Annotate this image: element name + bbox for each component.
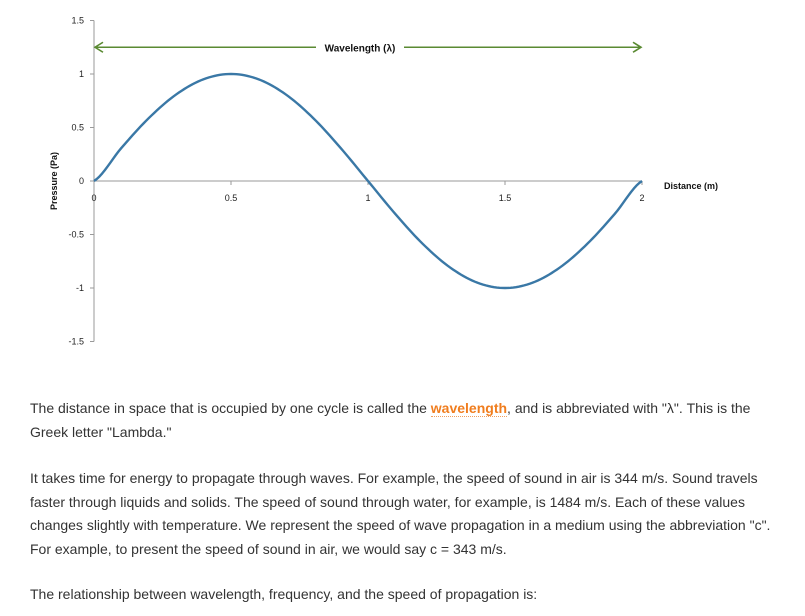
chart-axes bbox=[68, 16, 644, 347]
paragraph-propagation bbox=[30, 467, 780, 561]
x-tick-label: 1.5 bbox=[498, 193, 512, 203]
y-tick-label: 0.5 bbox=[71, 122, 84, 133]
x-tick-label: 0.5 bbox=[224, 193, 238, 203]
y-tick-label: -0.5 bbox=[68, 229, 84, 240]
paragraph-text: The relationship between wavelength, frequency, and the speed of propagation is: bbox=[30, 586, 538, 602]
y-tick-label: -1 bbox=[75, 283, 84, 293]
annotation-label: Wavelength (λ) bbox=[324, 43, 396, 55]
paragraph-text: The distance in space that is occupied by one cycle is called the bbox=[30, 400, 431, 416]
paragraph-text: , and is abbreviated with "λ". This is the Greek letter "Lambda." bbox=[30, 400, 751, 440]
paragraph-relationship bbox=[30, 583, 780, 607]
y-tick-label: 1 bbox=[78, 69, 84, 79]
x-tick-label: 1 bbox=[365, 193, 371, 203]
x-tick-label: 0 bbox=[91, 193, 97, 203]
wavelength-link[interactable]: wavelength bbox=[430, 400, 508, 416]
x-axis-label: Distance (m) bbox=[664, 181, 719, 191]
paragraph-text: It takes time for energy to propagate through waves. For example, the speed of sound in air is 344 m/s. Sound travels faster through liquids and solids. The speed of sound through water, for example, is 1484 m/s. Each of these values changes slightly with temperature. We represent the speed of wave propagation in a medium using the abbreviation "c". For example, to present the speed of sound in air, we would say c = 343 m/s. bbox=[30, 470, 771, 557]
x-tick-label: 2 bbox=[639, 193, 645, 203]
wavelength-annotation bbox=[95, 42, 641, 54]
y-tick-label: 1.5 bbox=[71, 15, 84, 26]
y-axis-label: Pressure (Pa) bbox=[49, 151, 59, 211]
y-tick-label: -1.5 bbox=[68, 336, 84, 347]
paragraph-wavelength-definition bbox=[30, 397, 780, 444]
y-tick-label: 0 bbox=[78, 176, 84, 186]
